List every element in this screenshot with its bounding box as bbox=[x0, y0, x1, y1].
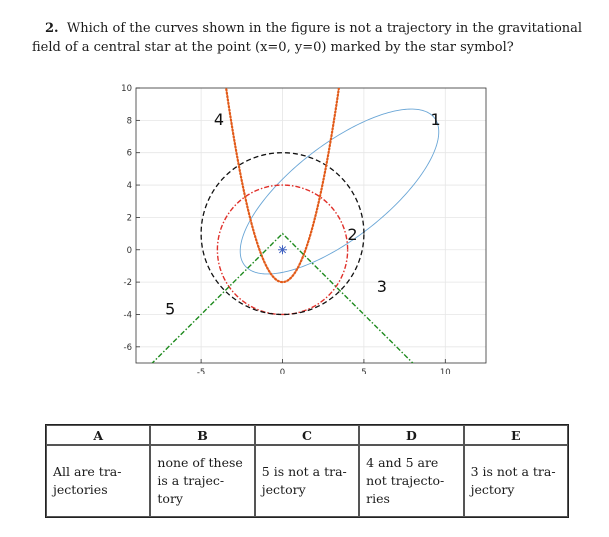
curve-label-3: 3 bbox=[376, 276, 387, 296]
answer-header-a: A bbox=[46, 425, 150, 445]
answer-e-line: 3 is not a tra- bbox=[470, 464, 556, 479]
plot-background bbox=[136, 88, 486, 363]
x-tick-label: -5 bbox=[196, 368, 206, 374]
answer-c-line: 5 is not a tra- bbox=[261, 464, 347, 479]
y-tick-label: 6 bbox=[126, 148, 132, 159]
star-marker bbox=[278, 245, 287, 254]
curve-label-1: 1 bbox=[430, 110, 441, 130]
answer-a-line: jectories bbox=[53, 482, 108, 497]
answer-a-line: All are tra- bbox=[53, 464, 122, 479]
x-tick-label: 0 bbox=[279, 368, 286, 374]
y-tick-label: 10 bbox=[121, 84, 132, 94]
answer-row bbox=[46, 445, 568, 517]
curve-label-5: 5 bbox=[165, 299, 176, 319]
y-tick-label: 8 bbox=[126, 116, 132, 127]
answer-header-d: D bbox=[359, 425, 463, 445]
y-tick-label: 4 bbox=[126, 181, 132, 192]
answer-header-e: E bbox=[464, 425, 568, 445]
y-tick-label: -4 bbox=[123, 310, 132, 321]
answer-header-b: B bbox=[150, 425, 254, 445]
curve-label-2: 2 bbox=[347, 225, 358, 245]
answer-option-c[interactable] bbox=[255, 445, 359, 517]
answer-table bbox=[45, 424, 569, 518]
x-tick-label: 5 bbox=[361, 368, 367, 374]
answer-option-b[interactable] bbox=[150, 445, 254, 517]
curve-label-4: 4 bbox=[213, 110, 225, 130]
y-tick-label: 0 bbox=[126, 245, 132, 256]
answer-c-line: jectory bbox=[261, 482, 306, 497]
question-number: 2. bbox=[45, 21, 59, 36]
answer-option-e[interactable] bbox=[464, 445, 568, 517]
x-tick-label: 10 bbox=[439, 368, 451, 374]
answer-option-a[interactable] bbox=[46, 445, 150, 517]
answer-b-line: is a trajec- bbox=[157, 473, 225, 488]
answer-b-line: none of these bbox=[157, 455, 243, 470]
answer-header-row bbox=[46, 425, 568, 445]
question-line-2: field of a central star at the point (x=0, y=0) marked by the star symbol? bbox=[32, 40, 514, 55]
answer-e-line: jectory bbox=[470, 482, 515, 497]
y-tick-label: -6 bbox=[123, 342, 132, 353]
trajectory-figure bbox=[110, 82, 500, 374]
question-line-1 bbox=[45, 20, 582, 38]
answer-d-line: ries bbox=[366, 491, 390, 506]
answer-option-d[interactable] bbox=[359, 445, 463, 517]
answer-b-line: tory bbox=[157, 491, 183, 506]
question-line-1-text: Which of the curves shown in the figure is not a trajectory in the gravitational bbox=[66, 21, 583, 36]
answer-d-line: not trajecto- bbox=[366, 473, 445, 488]
answer-header-c: C bbox=[255, 425, 359, 445]
y-tick-label: 2 bbox=[126, 213, 132, 224]
y-tick-label: -2 bbox=[123, 278, 132, 289]
answer-d-line: 4 and 5 are bbox=[366, 455, 439, 470]
